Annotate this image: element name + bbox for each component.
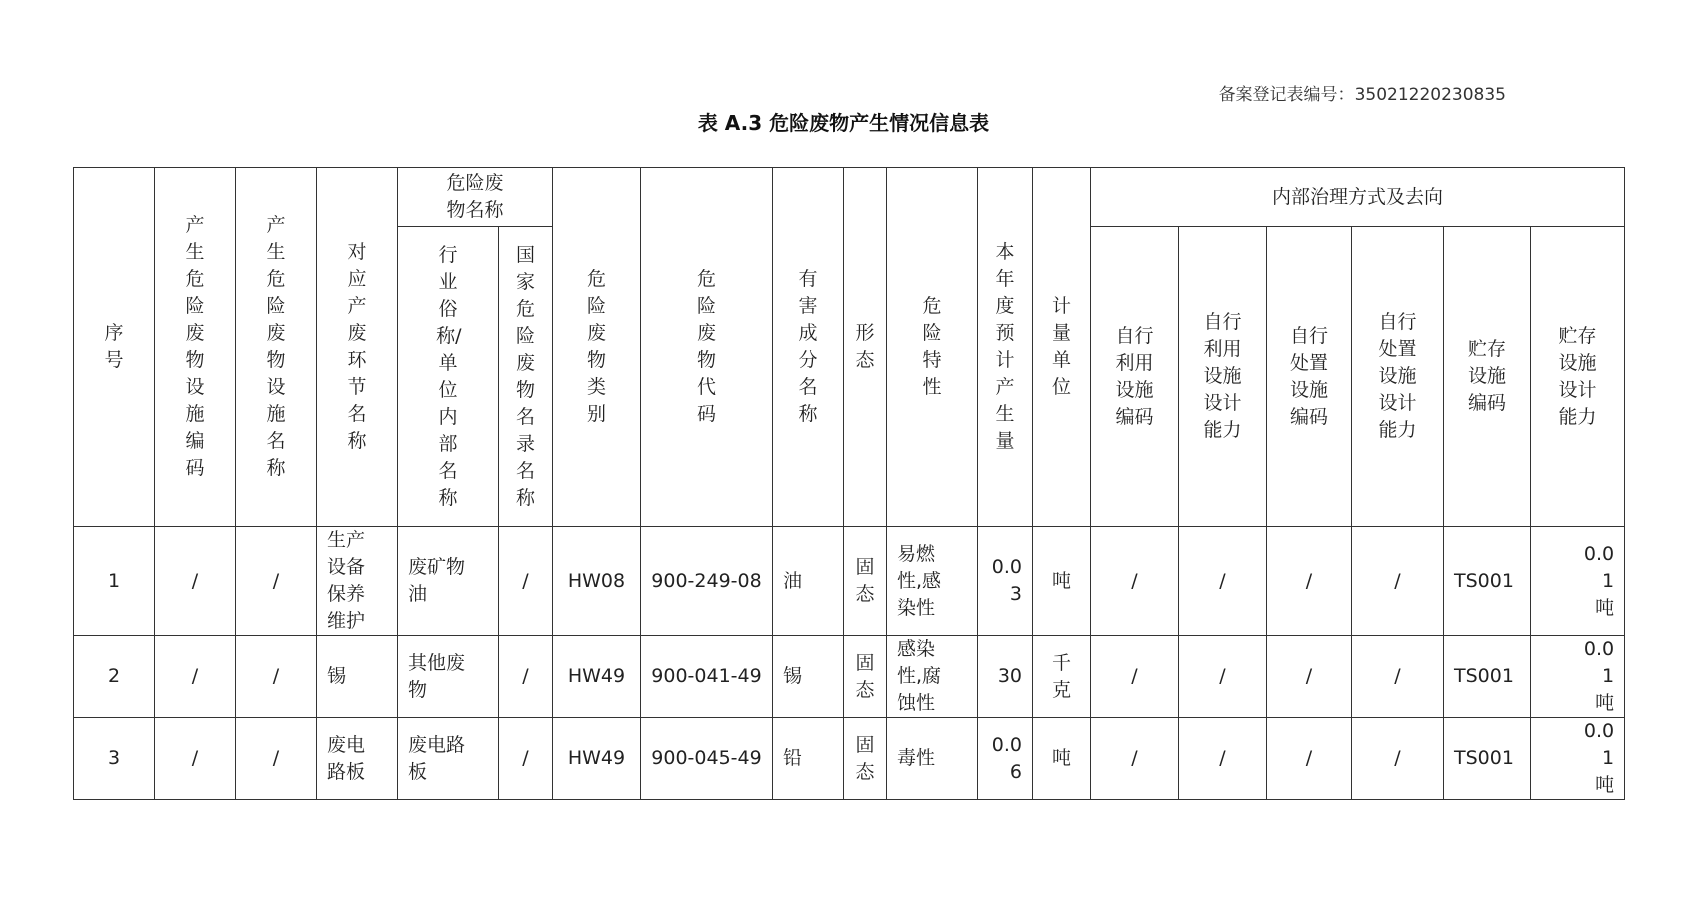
cell-industry-name: 废矿物油 (398, 527, 499, 636)
cell-self-dispose-capacity: / (1352, 718, 1444, 800)
cell-process: 生产设备保养维护 (317, 527, 398, 636)
cell-industry-name: 废电路板 (398, 718, 499, 800)
col-header-code: 危险废物代码 (641, 168, 773, 527)
col-header-seq: 序号 (74, 168, 155, 527)
cell-facility-name: / (236, 636, 317, 718)
cell-facility-code: / (155, 636, 236, 718)
cell-code: 900-045-49 (641, 718, 773, 800)
cell-seq: 2 (74, 636, 155, 718)
cell-self-dispose-code: / (1267, 718, 1352, 800)
cell-facility-name: / (236, 718, 317, 800)
cell-national-name: / (499, 718, 553, 800)
cell-industry-name: 其他废物 (398, 636, 499, 718)
cell-facility-code: / (155, 718, 236, 800)
cell-harmful: 油 (773, 527, 844, 636)
col-header-facility-code: 产生危险废物设施编码 (155, 168, 236, 527)
cell-unit: 千克 (1033, 636, 1091, 718)
cell-amount: 0.03 (978, 527, 1033, 636)
cell-process: 锡 (317, 636, 398, 718)
col-header-internal-group: 内部治理方式及去向 (1091, 168, 1625, 227)
col-header-self-dispose-code: 自行处置设施编码 (1267, 227, 1352, 527)
col-header-self-use-code: 自行利用设施编码 (1091, 227, 1179, 527)
cell-code: 900-041-49 (641, 636, 773, 718)
col-header-self-dispose-capacity: 自行处置设施设计能力 (1352, 227, 1444, 527)
table-row (74, 527, 1625, 636)
hazardous-waste-table (73, 167, 1625, 800)
cell-form: 固态 (844, 527, 887, 636)
cell-facility-code: / (155, 527, 236, 636)
col-header-property: 危险特性 (887, 168, 978, 527)
cell-harmful: 锡 (773, 636, 844, 718)
cell-form: 固态 (844, 636, 887, 718)
cell-harmful: 铅 (773, 718, 844, 800)
cell-unit: 吨 (1033, 718, 1091, 800)
cell-category: HW49 (553, 718, 641, 800)
cell-unit: 吨 (1033, 527, 1091, 636)
cell-storage-capacity: 0.01吨 (1531, 718, 1625, 800)
cell-code: 900-249-08 (641, 527, 773, 636)
cell-self-use-capacity: / (1179, 636, 1267, 718)
col-header-category: 危险废物类别 (553, 168, 641, 527)
cell-self-dispose-capacity: / (1352, 636, 1444, 718)
cell-self-use-code: / (1091, 636, 1179, 718)
cell-seq: 1 (74, 527, 155, 636)
col-header-self-use-capacity: 自行利用设施设计能力 (1179, 227, 1267, 527)
cell-amount: 30 (978, 636, 1033, 718)
col-header-national-name: 国家危险废物名录名称 (499, 227, 553, 527)
cell-amount: 0.06 (978, 718, 1033, 800)
col-header-industry-name: 行业俗称/单位内部名称 (398, 227, 499, 527)
cell-self-dispose-code: / (1267, 527, 1352, 636)
col-header-storage-capacity: 贮存设施设计能力 (1531, 227, 1625, 527)
table-row (74, 718, 1625, 800)
col-header-harmful: 有害成分名称 (773, 168, 844, 527)
cell-self-dispose-capacity: / (1352, 527, 1444, 636)
cell-seq: 3 (74, 718, 155, 800)
cell-storage-capacity: 0.01吨 (1531, 527, 1625, 636)
cell-storage-code: TS001 (1444, 527, 1531, 636)
col-header-storage-code: 贮存设施编码 (1444, 227, 1531, 527)
cell-property: 易燃性,感染性 (887, 527, 978, 636)
cell-facility-name: / (236, 527, 317, 636)
header-row-top (74, 168, 1625, 227)
cell-category: HW49 (553, 636, 641, 718)
cell-national-name: / (499, 636, 553, 718)
cell-storage-code: TS001 (1444, 718, 1531, 800)
page-title: 表 A.3 危险废物产生情况信息表 (697, 111, 990, 135)
cell-self-use-code: / (1091, 527, 1179, 636)
cell-property: 感染性,腐蚀性 (887, 636, 978, 718)
cell-storage-capacity: 0.01吨 (1531, 636, 1625, 718)
cell-storage-code: TS001 (1444, 636, 1531, 718)
cell-self-dispose-code: / (1267, 636, 1352, 718)
col-header-waste-name-group: 危险废物名称 (398, 168, 553, 227)
cell-property: 毒性 (887, 718, 978, 800)
col-header-amount: 本年度预计产生量 (978, 168, 1033, 527)
col-header-process: 对应产废环节名称 (317, 168, 398, 527)
registration-value: 35021220230835 (1354, 85, 1506, 105)
cell-self-use-capacity: / (1179, 718, 1267, 800)
col-header-form: 形态 (844, 168, 887, 527)
cell-self-use-capacity: / (1179, 527, 1267, 636)
cell-form: 固态 (844, 718, 887, 800)
cell-category: HW08 (553, 527, 641, 636)
col-header-facility-name: 产生危险废物设施名称 (236, 168, 317, 527)
registration-number (1219, 80, 1506, 105)
col-header-unit: 计量单位 (1033, 168, 1091, 527)
cell-self-use-code: / (1091, 718, 1179, 800)
cell-national-name: / (499, 527, 553, 636)
registration-label: 备案登记表编号： (1218, 85, 1355, 105)
cell-process: 废电路板 (317, 718, 398, 800)
table-row (74, 636, 1625, 718)
